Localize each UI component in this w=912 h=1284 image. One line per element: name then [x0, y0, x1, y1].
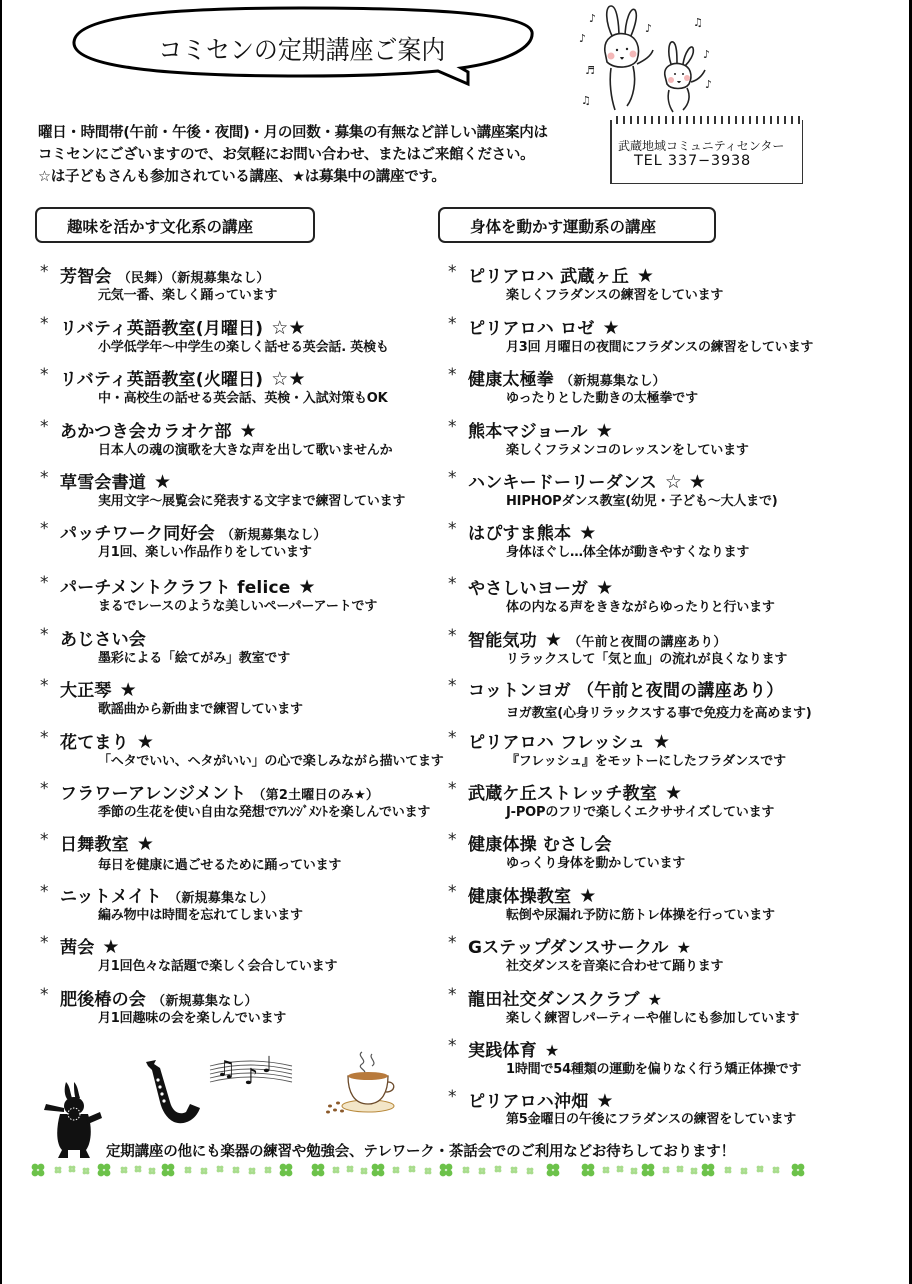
course-name: あかつき会カラオケ部 [60, 422, 232, 442]
status-mark: ★ [239, 420, 257, 442]
course-description: 身体ほぐし…体全体が動きやすくなります [506, 545, 750, 560]
asterisk-bullet-icon: * [40, 830, 49, 850]
svg-text:♪: ♪ [703, 48, 711, 61]
status-mark: ★ [636, 265, 655, 287]
course-description: 月3回 月曜日の夜間にフラダンスの練習をしています [506, 340, 814, 355]
asterisk-bullet-icon: * [448, 1087, 457, 1107]
course-note: （新規募集なし） [560, 374, 666, 389]
course-name: リバティ英語教室(火曜日) [60, 370, 264, 390]
asterisk-bullet-icon: * [40, 676, 49, 696]
asterisk-bullet-icon: * [448, 519, 457, 539]
course-name: あじさい会 [60, 630, 146, 650]
title-speech-bubble [66, 6, 536, 90]
asterisk-bullet-icon: * [40, 882, 49, 902]
course-name: 日舞教室 [60, 835, 129, 855]
course-description: 「ヘタでいい、ヘタがいい」の心で楽しみながら描いてます [98, 754, 444, 769]
course-name: 肥後椿の会 [60, 990, 146, 1010]
asterisk-bullet-icon: * [40, 985, 49, 1005]
course-name: 龍田社交ダンスクラブ [468, 990, 640, 1010]
spiral-binding-icon [616, 116, 801, 124]
course-description: リラックスして「気と血」の流れが良くなります [506, 652, 788, 667]
course-description: 月1回、楽しい作品作りをしています [98, 545, 312, 560]
svg-text:♪: ♪ [705, 78, 713, 91]
asterisk-bullet-icon: * [448, 626, 457, 646]
course-description: 楽しく練習しパーティーや催しにも参加しています [506, 1011, 800, 1026]
svg-text:♪: ♪ [579, 32, 587, 45]
course-name: 熊本マジョール [468, 422, 588, 442]
page-border-left [0, 0, 2, 1284]
course-description: 体の内なる声をききながらゆったりと行います [506, 600, 775, 615]
course-description: 元気一番、楽しく踊っています [98, 288, 278, 303]
asterisk-bullet-icon: * [448, 728, 457, 748]
course-note: （午前と夜間の講座あり） [568, 635, 727, 650]
asterisk-bullet-icon: * [40, 314, 49, 334]
course-name: Gステップダンスサークル [468, 938, 669, 958]
status-mark: ★ [136, 731, 155, 753]
course-description: 第5金曜日の午後にフラダンスの練習をしています [506, 1112, 797, 1127]
cheek-icon [608, 53, 615, 60]
course-description: 楽しくフラダンスの練習をしています [506, 288, 724, 303]
course-name: リバティ英語教室(月曜日) [60, 319, 264, 339]
svg-text:♪: ♪ [645, 22, 653, 35]
status-mark: ★ [602, 317, 620, 339]
course-name: 花てまり [60, 733, 129, 753]
asterisk-bullet-icon: * [40, 625, 49, 645]
course-name: ピリアロハ 武蔵ヶ丘 [468, 267, 629, 287]
course-name: 大正琴 [60, 681, 112, 701]
dancing-rabbits-illustration [575, 2, 735, 117]
status-mark: ★ [595, 420, 613, 442]
contact-name: 武蔵地域コミュニティセンター [618, 139, 785, 153]
course-description: 楽しくフラメンコのレッスンをしています [506, 443, 749, 458]
course-description: J-POPのフリで楽しくエクササイズしています [506, 805, 775, 820]
course-description: まるでレースのような美しいペーパーアートです [98, 599, 378, 614]
course-name: 武蔵ケ丘ストレッチ教室 [468, 784, 658, 804]
course-name: ピリアロハ沖畑 [468, 1092, 589, 1112]
section-title: 趣味を活かす文化系の講座 [67, 218, 254, 236]
course-name: ニットメイト [60, 887, 163, 907]
course-description: 転倒や尿漏れ予防に筋トレ体操を行っています [506, 908, 775, 923]
asterisk-bullet-icon: * [448, 262, 457, 282]
footer-message: 定期講座の他にも楽器の練習や勉強会、テレワーク・茶話会でのご利用などお待ちしております！ [106, 1144, 735, 1160]
course-name: コットンヨガ [468, 681, 571, 701]
section-header-sports [438, 207, 716, 243]
course-note: （午前と夜間の講座あり） [577, 681, 784, 701]
course-name: ハンキードーリーダンス [468, 473, 657, 493]
course-name: 茜会 [60, 938, 95, 958]
status-mark: ★ [652, 731, 671, 753]
asterisk-bullet-icon: * [448, 417, 457, 437]
course-description: 毎日を健康に過ごせるために踊っています [98, 858, 342, 873]
course-name: 芳智会 [60, 267, 112, 287]
course-name: パーチメントクラフト felice [60, 578, 291, 598]
course-note: （新規募集なし） [152, 994, 258, 1009]
status-mark: ★ [579, 522, 597, 544]
asterisk-bullet-icon: * [448, 468, 457, 488]
course-name: パッチワーク同好会 [60, 524, 215, 544]
course-note: （民舞）（新規募集なし） [117, 271, 270, 286]
status-mark: ★ [102, 936, 120, 958]
cheek-icon [630, 51, 637, 58]
status-mark: ★ [596, 1090, 614, 1112]
status-mark: ☆★ [271, 368, 306, 390]
asterisk-bullet-icon: * [448, 676, 457, 696]
intro-line: コミセンにございますので、お気軽にお問い合わせ、またはご来館ください。 [38, 147, 535, 163]
course-description: ゆっくり身体を動かしています [506, 856, 686, 871]
coffee-cup-icon [322, 1048, 402, 1120]
clover-divider [28, 1160, 810, 1180]
course-note: （第2土曜日のみ★） [252, 788, 380, 803]
course-description: 編み物中は時間を忘れてしまいます [98, 908, 303, 923]
course-description: 月1回色々な話題で楽しく会合しています [98, 959, 338, 974]
status-mark: ★ [544, 1041, 560, 1060]
course-name: 智能気功 [468, 631, 537, 651]
asterisk-bullet-icon: * [448, 779, 457, 799]
asterisk-bullet-icon: * [40, 933, 49, 953]
intro-line: 曜日・時間帯(午前・午後・夜間)・月の回数・募集の有無など詳しい講座案内は [38, 125, 548, 141]
section-header-culture [35, 207, 315, 243]
status-mark: ★ [647, 990, 663, 1009]
status-mark: ☆★ [271, 317, 306, 339]
status-mark: ★ [544, 629, 563, 651]
course-description: 墨彩による「絵てがみ」教室です [98, 651, 291, 666]
saxophone-icon [142, 1058, 202, 1126]
asterisk-bullet-icon: * [448, 933, 457, 953]
status-mark: ★ [298, 576, 316, 598]
course-name: はぴすま熊本 [468, 524, 572, 544]
course-description: 季節の生花を使い自由な発想でｱﾚﾝｼﾞﾒﾝﾄを楽しんでいます [98, 805, 431, 820]
cheek-icon [684, 75, 690, 81]
asterisk-bullet-icon: * [448, 365, 457, 385]
intro-text [38, 122, 548, 188]
svg-text:♬: ♬ [585, 64, 595, 77]
svg-text:♩: ♩ [262, 1053, 273, 1078]
course-description: 社交ダンスを音楽に合わせて踊ります [506, 959, 724, 974]
course-note: （新規募集なし） [220, 528, 327, 543]
contact-notepad [610, 120, 803, 184]
asterisk-bullet-icon: * [448, 985, 457, 1005]
asterisk-bullet-icon: * [40, 468, 49, 488]
status-mark: ★ [596, 577, 614, 599]
asterisk-bullet-icon: * [40, 519, 49, 539]
course-description: 小学低学年～中学生の楽しく話せる英会話. 英検も [98, 340, 389, 355]
asterisk-bullet-icon: * [40, 573, 49, 593]
svg-text:♫: ♫ [581, 94, 591, 107]
asterisk-bullet-icon: * [448, 830, 457, 850]
course-description: 中・高校生の話せる英会話、英検・入試対策もOK [98, 391, 388, 406]
course-description: 日本人の魂の演歌を大きな声を出して歌いませんか [98, 443, 393, 458]
asterisk-bullet-icon: * [448, 574, 457, 594]
course-note: （新規募集なし） [168, 891, 274, 906]
status-mark: ★ [154, 471, 172, 493]
asterisk-bullet-icon: * [40, 262, 49, 282]
status-mark: ★ [579, 885, 597, 907]
page-title: コミセンの定期講座ご案内 [158, 36, 446, 66]
course-name: 健康体操 むさし会 [468, 835, 612, 855]
cheek-icon [668, 77, 674, 83]
asterisk-bullet-icon: * [40, 728, 49, 748]
intro-line: ☆は子どもさんも参加されている講座、★は募集中の講座です。 [38, 169, 446, 185]
course-description: ゆったりとした動きの太極拳です [506, 391, 698, 406]
status-mark: ★ [136, 833, 155, 855]
asterisk-bullet-icon: * [40, 779, 49, 799]
asterisk-bullet-icon: * [448, 1036, 457, 1056]
course-description: HIPHOPダンス教室(幼児・子ども～大人まで) [506, 494, 778, 509]
course-description: 『フレッシュ』をモットーにしたフラダンスです [506, 754, 786, 769]
contact-phone: TEL 337−3938 [634, 153, 752, 169]
music-notes-staff-icon [208, 1048, 294, 1090]
course-name: フラワーアレンジメント [60, 784, 247, 804]
status-mark: ☆ ★ [664, 471, 707, 493]
course-name: ピリアロハ フレッシュ [468, 733, 645, 753]
status-mark: ★ [665, 782, 683, 804]
course-description: ヨガ教室(心身リラックスする事で免疫力を高めます) [506, 706, 812, 721]
course-name: 草雪会書道 [60, 473, 146, 493]
svg-text:♪: ♪ [589, 12, 597, 25]
course-name: ピリアロハ ロゼ [468, 319, 595, 339]
course-name: 健康体操教室 [468, 887, 572, 907]
asterisk-bullet-icon: * [448, 882, 457, 902]
asterisk-bullet-icon: * [40, 365, 49, 385]
course-description: 月1回趣味の会を楽しんでいます [98, 1011, 287, 1026]
course-description: 歌謡曲から新曲まで練習しています [98, 702, 303, 717]
status-mark: ★ [676, 938, 692, 957]
section-title: 身体を動かす運動系の講座 [470, 218, 657, 236]
course-name: やさしいヨーガ [468, 579, 589, 599]
svg-text:♪: ♪ [244, 1065, 259, 1090]
course-name: 実践体育 [468, 1041, 537, 1061]
rabbit-trumpet-silhouette-icon [38, 1078, 110, 1158]
asterisk-bullet-icon: * [448, 314, 457, 334]
course-description: 1時間で54種類の運動を偏りなく行う矯正体操です [506, 1062, 802, 1077]
svg-text:♫: ♫ [693, 16, 703, 29]
course-name: 健康太極拳 [468, 370, 554, 390]
asterisk-bullet-icon: * [40, 417, 49, 437]
status-mark: ★ [119, 679, 137, 701]
svg-text:♫: ♫ [216, 1057, 236, 1082]
course-description: 実用文字～展覧会に発表する文字まで練習しています [98, 494, 406, 509]
